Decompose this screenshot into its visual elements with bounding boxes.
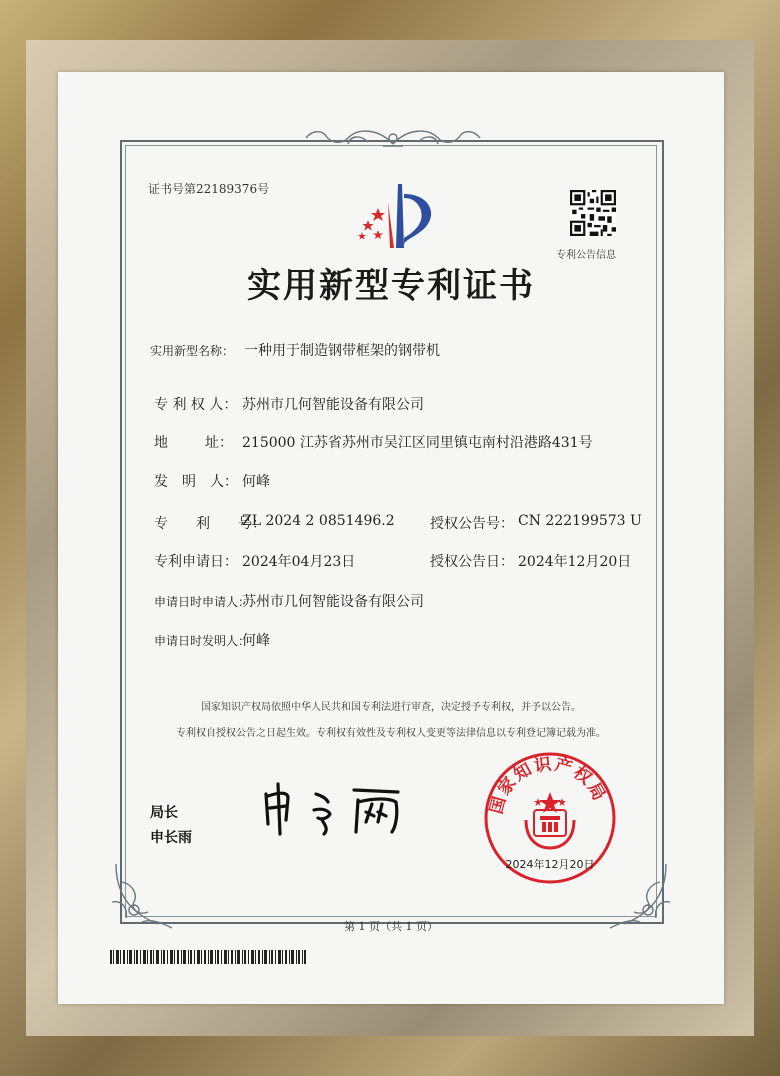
patent-number-value: ZL 2024 2 0851496.2 — [242, 513, 395, 529]
address-label-part1: 地 — [154, 435, 168, 451]
inventor-at-filing-label: 申请日时发明人： — [154, 634, 251, 648]
qr-caption: 专利公告信息 — [556, 250, 616, 261]
notice-line-1: 国家知识产权局依照中华人民共和国专利法进行审查，决定授予专利权，并予以公告。 — [201, 702, 581, 713]
inventor-value: 何峰 — [242, 474, 270, 490]
page-number: 第 1 页（共 1 页） — [344, 920, 438, 933]
certificate-title: 实用新型专利证书 — [247, 266, 535, 306]
signatory-name: 申长雨 — [150, 830, 192, 846]
inventor-at-filing-value: 何峰 — [242, 633, 270, 649]
grant-date-value: 2024年12月20日 — [518, 554, 632, 570]
filing-date-value: 2024年04月23日 — [242, 554, 356, 570]
address-label-part2: 址： — [205, 435, 233, 451]
patent-number-label: 专 利 号： — [154, 516, 266, 532]
notice-line-2: 专利权自授权公告之日起生效。专利权有效性及专利权人变更等法律信息以专利登记簿记载为准。 — [176, 728, 606, 739]
certificate-paper — [58, 72, 724, 1004]
seal-text: 国家知识产权局 — [486, 754, 610, 817]
address-value: 215000 江苏省苏州市吴江区同里镇屯南村沿港路431号 — [242, 435, 593, 451]
top-ornament-icon — [298, 124, 488, 150]
grant-publication-number-label: 授权公告号： — [430, 516, 514, 532]
qr-code-icon — [570, 190, 616, 236]
barcode-icon — [110, 950, 306, 964]
applicant-at-filing-label: 申请日时申请人： — [154, 595, 251, 609]
inventor-label: 发 明 人： — [154, 474, 238, 490]
patentee-label: 专 利 权 人： — [154, 397, 238, 413]
official-seal-icon — [482, 750, 618, 886]
filing-date-label: 专利申请日： — [154, 554, 238, 570]
utility-model-name-value: 一种用于制造钢带框架的钢带机 — [244, 343, 440, 359]
cnipa-logo-icon — [348, 182, 438, 252]
certificate-number: 证书号第22189376号 — [148, 182, 270, 196]
grant-publication-number-value: CN 222199573 U — [518, 513, 642, 529]
seal-date: 2024年12月20日 — [505, 858, 595, 871]
grant-date-label: 授权公告日： — [430, 554, 514, 570]
applicant-at-filing-value: 苏州市几何智能设备有限公司 — [242, 594, 424, 610]
patentee-value: 苏州市几何智能设备有限公司 — [242, 397, 424, 413]
handwritten-signature-icon — [258, 780, 408, 836]
utility-model-name-label: 实用新型名称： — [150, 344, 235, 358]
signatory-title: 局长 — [150, 805, 178, 821]
